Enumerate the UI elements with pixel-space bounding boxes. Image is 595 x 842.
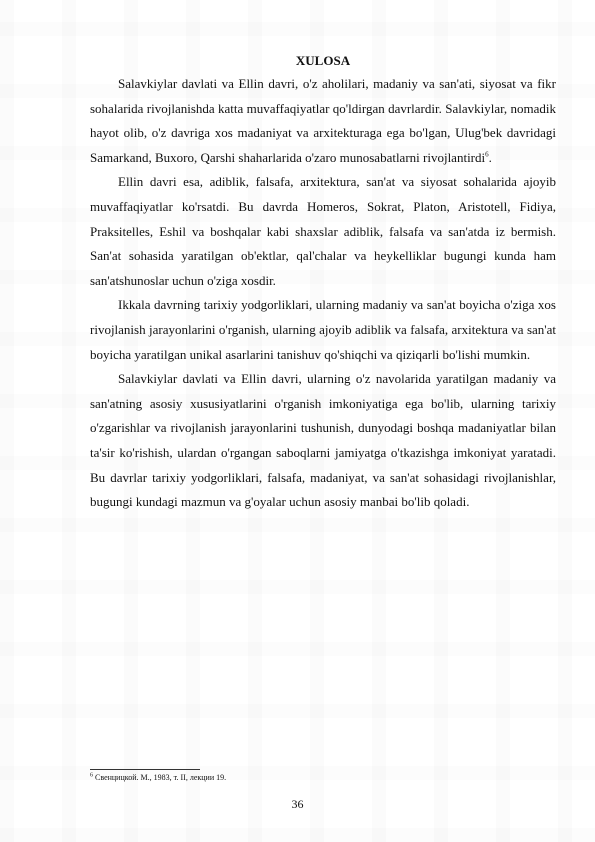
paragraph-1-text: Salavkiylar davlati va Ellin davri, o'z aholilari, madaniy va san'ati, siyosat va fikr sohalarida rivojlanishda katta muvaffaqiyatlar qo'ldirgan davrlardir. Salavkiylar, nomadik hayot olib, o'z davriga xos madaniyat va arxitekturaga ega bo'lgan, Ulug'bek davridagi Samarkand, Buxoro, Qarshi shaharlarida o'zaro munosabatlarni rivojlantirdi (90, 76, 556, 165)
paragraph-1 (90, 72, 556, 170)
section-heading: XULOSA (295, 53, 351, 68)
paragraph-3: Ikkala davrning tarixiy yodgorliklari, ularning madaniy va san'at boyicha o'ziga xos rivojlanish jarayonlarini o'rganish, ularning ajoyib adiblik va falsafa, arxitektura va san'at boyicha yaratilgan unikal asarlarini tanishuv qo'shiqchi va qiziqarli bo'lishi mumkin. (90, 297, 556, 362)
footnote-number: 6 (90, 772, 93, 779)
page-number: 36 (291, 797, 304, 811)
footnote-reference[interactable]: 6 (485, 150, 489, 159)
paragraph-2: Ellin davri esa, adiblik, falsafa, arxitektura, san'at va siyosat sohalarida ajoyib muvaffaqiyatlar ko'rsatdi. Bu davrda Homeros, Sokrat, Platon, Aristotell, Fidiya, Praksitelles, Eshil va boshqalar kabi shaxslar adiblik, falsafa va san'atda iz bermish. San'at sohasida yaratilgan ob'ektlar, qal'chalar va heykelliklar bugungi kunda ham san'atshunoslar uchun o'ziga xosdir. (90, 174, 556, 288)
footnote-separator (90, 769, 200, 770)
paragraph-4: Salavkiylar davlati va Ellin davri, ularning o'z navolarida yaratilgan madaniy va san'atning asosiy xususiyatlarini o'rganish imkoniyatiga ega bo'lib, ularning tarixiy o'zgarishlar va rivojlanish jarayonlarini tushunish, dunyodagi boshqa madaniyatlar bilan ta'sir ko'rishish, ulardan o'rgangan saboqlarni jamiyatga o'tkazishga imkoniyat yaratadi. Bu davrlar tarixiy yodgorliklari, falsafa, madaniyat, va san'at sohasidagi rivojlanishlar, bugungi kundagi mazmun va g'oyalar uchun asosiy manbai bo'lib qoladi. (90, 371, 556, 510)
footnote-text: Свенцицкой. М., 1983, т. II, лекции 19. (93, 773, 227, 782)
footnote (90, 773, 550, 783)
paragraph-1-end: . (488, 149, 492, 165)
document-body (90, 50, 556, 515)
